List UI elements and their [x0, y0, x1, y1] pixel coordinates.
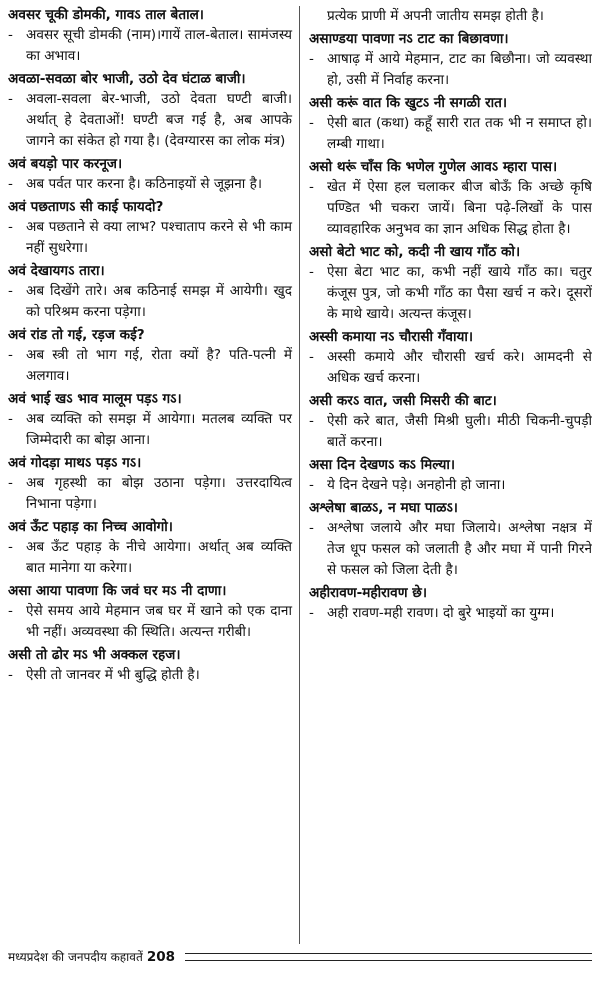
proverb-entry [309, 392, 592, 453]
proverb-entry [8, 198, 292, 259]
page-number: 208 [146, 948, 175, 965]
proverb-title: अवं बयड़ो पार करनूज। [8, 156, 123, 172]
proverb-meaning [309, 177, 592, 240]
proverb-title: अवं ऊँट पहाड़ का निच्च आवोगो। [8, 519, 173, 535]
proverb-title: असी करऽ वात, जसी मिसरी की बाट। [309, 393, 497, 409]
proverb-meaning [309, 411, 592, 453]
proverb-title: अश्लेषा बाळऽ, न मघा पाळऽ। [309, 500, 458, 516]
right-column [300, 6, 592, 944]
proverb-entry [309, 328, 592, 389]
proverb-meaning [8, 409, 292, 451]
proverb-meaning [309, 475, 592, 496]
meaning-text: अब व्यक्ति को समझ में आयेगा। मतलब व्यक्ति पर जिम्मेदारी का बोझ आना। [26, 411, 292, 448]
proverb-entry [8, 518, 292, 579]
proverb-entry [309, 158, 592, 240]
dash-bullet: - [8, 411, 13, 427]
dash-bullet: - [309, 605, 314, 621]
dash-bullet: - [309, 179, 314, 195]
proverb-title: अवं पछताणऽ सी काई फायदो? [8, 199, 164, 215]
proverb-title: असाण्डया पावणा नऽ टाट का बिछावणा। [309, 31, 509, 47]
proverb-meaning [8, 473, 292, 515]
proverb-title: अवळा-सवळा बोर भाजी, उठो देव घंटाळ बाजी। [8, 71, 246, 87]
proverb-entry [8, 390, 292, 451]
proverb-title: असा दिन देखणऽ कऽ मिल्या। [309, 457, 456, 473]
meaning-text: अब ऊँट पहाड़ के नीचे आयेगा। अर्थात् अब व्यक्ति बात मानेगा या करेगा। [26, 539, 292, 576]
meaning-text: ऐसा बेटा भाट का, कभी नहीं खाये गाँठ का। चतुर कंजूस पुत्र, जो कभी गाँठ का पैसा खर्च न करे। दूसरों के माथे खाये। अत्यन्त कंजूस। [327, 264, 592, 322]
proverb-entry [309, 499, 592, 581]
proverb-meaning [309, 603, 592, 624]
proverb-entry [8, 582, 292, 643]
proverb-title: अवसर चूकी डोमकी, गावऽ ताल बेताल। [8, 7, 204, 23]
proverb-meaning [309, 113, 592, 155]
continued-meaning: प्रत्येक प्राणी में अपनी जातीय समझ होती है। [327, 8, 544, 24]
dash-bullet: - [309, 115, 314, 131]
proverb-title: असो बेटो भाट को, कदी नी खाय गाँठ को। [309, 244, 521, 260]
meaning-text: अब दिखेंगे तारे। अब कठिनाई समझ में आयेगी। खुद को परिश्रम करना पड़ेगा। [26, 283, 292, 320]
proverb-title: असा आया पावणा कि जवं घर मऽ नी दाणा। [8, 583, 227, 599]
meaning-text: ये दिन देखने पड़े। अनहोनी हो जाना। [327, 477, 506, 493]
meaning-text: अब पर्वत पार करना है। कठिनाइयों से जूझना है। [26, 176, 262, 192]
meaning-text: ऐसे समय आये मेहमान जब घर में खाने को एक दाना भी नहीं। अव्यवस्था की स्थिति। अत्यन्त गरीबी। [26, 603, 292, 640]
proverb-title: अहीरावण-महीरावण छे। [309, 585, 427, 601]
meaning-text: अब पछताने से क्या लाभ? पश्चाताप करने से भी काम नहीं सुधरेगा। [26, 219, 292, 256]
proverb-entry [309, 584, 592, 624]
proverb-entry [309, 94, 592, 155]
dash-bullet: - [8, 539, 13, 555]
proverb-meaning [309, 347, 592, 389]
proverb-title: असो थरूं चाँस कि भणेल गुणेल आवऽ म्हारा पास। [309, 159, 558, 175]
proverb-entry [8, 646, 292, 686]
two-column-layout [8, 6, 592, 944]
dash-bullet: - [8, 347, 13, 363]
proverb-title: अवं रांड तो गई, रड़ज कई? [8, 327, 145, 343]
proverb-meaning [8, 174, 292, 195]
dash-bullet: - [309, 477, 314, 493]
dash-bullet: - [8, 283, 13, 299]
dash-bullet: - [8, 27, 13, 43]
proverb-meaning [309, 262, 592, 325]
proverb-entry [8, 454, 292, 515]
proverb-title: अवं देखायगऽ तारा। [8, 263, 105, 279]
proverb-meaning [8, 217, 292, 259]
dash-bullet: - [309, 349, 314, 365]
left-column [8, 6, 300, 944]
meaning-text: अही रावण-मही रावण। दो बुरे भाइयों का युग्म। [327, 605, 555, 621]
meaning-text: अब गृहस्थी का बोझ उठाना पड़ेगा। उत्तरदायित्व निभाना पड़ेगा। [26, 475, 292, 512]
meaning-text: ऐसी करे बात, जैसी मिश्री घुली। मीठी चिकनी-चुपड़ी बातें करना। [327, 413, 592, 450]
proverb-meaning [8, 665, 292, 686]
page-footer [8, 948, 592, 965]
meaning-text: ऐसी बात (कथा) कहूँ सारी रात तक भी न समाप्त हो। लम्बी गाथा। [327, 115, 592, 152]
proverb-entry [8, 70, 292, 152]
footer-rule [185, 953, 592, 961]
proverb-title: असी तो ढोर मऽ भी अक्कल रहज। [8, 647, 181, 663]
dash-bullet: - [309, 520, 314, 536]
dash-bullet: - [309, 264, 314, 280]
meaning-text: खेत में ऐसा हल चलाकर बीज बोऊँ कि अच्छे कृषि पण्डित भी चकरा जायें। बिना पढ़े-लिखों के पास व्यावहारिक अनुभव का ज्ञान अधिक सिद्ध होता है। [327, 179, 592, 237]
meaning-text: अवला-सवला बेर-भाजी, उठो देवता घण्टी बाजी। अर्थात् हे देवताओं! घण्टी बज गई है, अब आपके जागने का संकेत हो गया है। (देवग्यारस का लोक मंत्र) [26, 91, 292, 149]
dash-bullet: - [309, 51, 314, 67]
proverb-meaning [8, 281, 292, 323]
dash-bullet: - [8, 219, 13, 235]
dash-bullet: - [309, 413, 314, 429]
proverb-entry [8, 262, 292, 323]
proverb-entry [8, 155, 292, 195]
proverb-meaning [8, 25, 292, 67]
proverb-entry [309, 243, 592, 325]
proverb-meaning [309, 518, 592, 581]
meaning-text: अवसर सूची डोमकी (नाम)।गायें ताल-बेताल। सामंजस्य का अभाव। [26, 27, 292, 64]
proverb-title: असी करूं वात कि खुटऽ नी सगळी रात। [309, 95, 508, 111]
proverb-meaning [8, 601, 292, 643]
book-title: मध्यप्रदेश की जनपदीय कहावतें [8, 950, 143, 964]
proverb-entry [8, 326, 292, 387]
dash-bullet: - [8, 603, 13, 619]
meaning-text: ऐसी तो जानवर में भी बुद्धि होती है। [26, 667, 200, 683]
meaning-text: अश्लेषा जलाये और मघा जिलाये। अश्लेषा नक्षत्र में तेज धूप फसल को जलाती है और मघा में पानी गिरने से फसल को जिला देती है। [327, 520, 592, 578]
proverb-title: अवं भाई खऽ भाव मालूम पड़ऽ गऽ। [8, 391, 182, 407]
dash-bullet: - [8, 667, 13, 683]
proverb-meaning [8, 89, 292, 152]
proverb-title: अवं गोदड़ा माथऽ पड़ऽ गऽ। [8, 455, 142, 471]
meaning-text: आषाढ़ में आये मेहमान, टाट का बिछौना। जो व्यवस्था हो, उसी में निर्वाह करना। [327, 51, 592, 88]
proverb-meaning [8, 345, 292, 387]
proverb-entry [8, 6, 292, 67]
dash-bullet: - [8, 475, 13, 491]
proverb-entry [309, 456, 592, 496]
meaning-text: अब स्त्री तो भाग गई, रोता क्यों है? पति-पत्नी में अलगाव। [26, 347, 292, 384]
meaning-text: अस्सी कमाये और चौरासी खर्च करे। आमदनी से अधिक खर्च करना। [327, 349, 592, 386]
proverb-meaning [309, 49, 592, 91]
proverb-meaning [8, 537, 292, 579]
dash-bullet: - [8, 91, 13, 107]
proverb-title: अस्सी कमाया नऽ चौरासी गँवाया। [309, 329, 474, 345]
dash-bullet: - [8, 176, 13, 192]
proverb-entry [309, 30, 592, 91]
